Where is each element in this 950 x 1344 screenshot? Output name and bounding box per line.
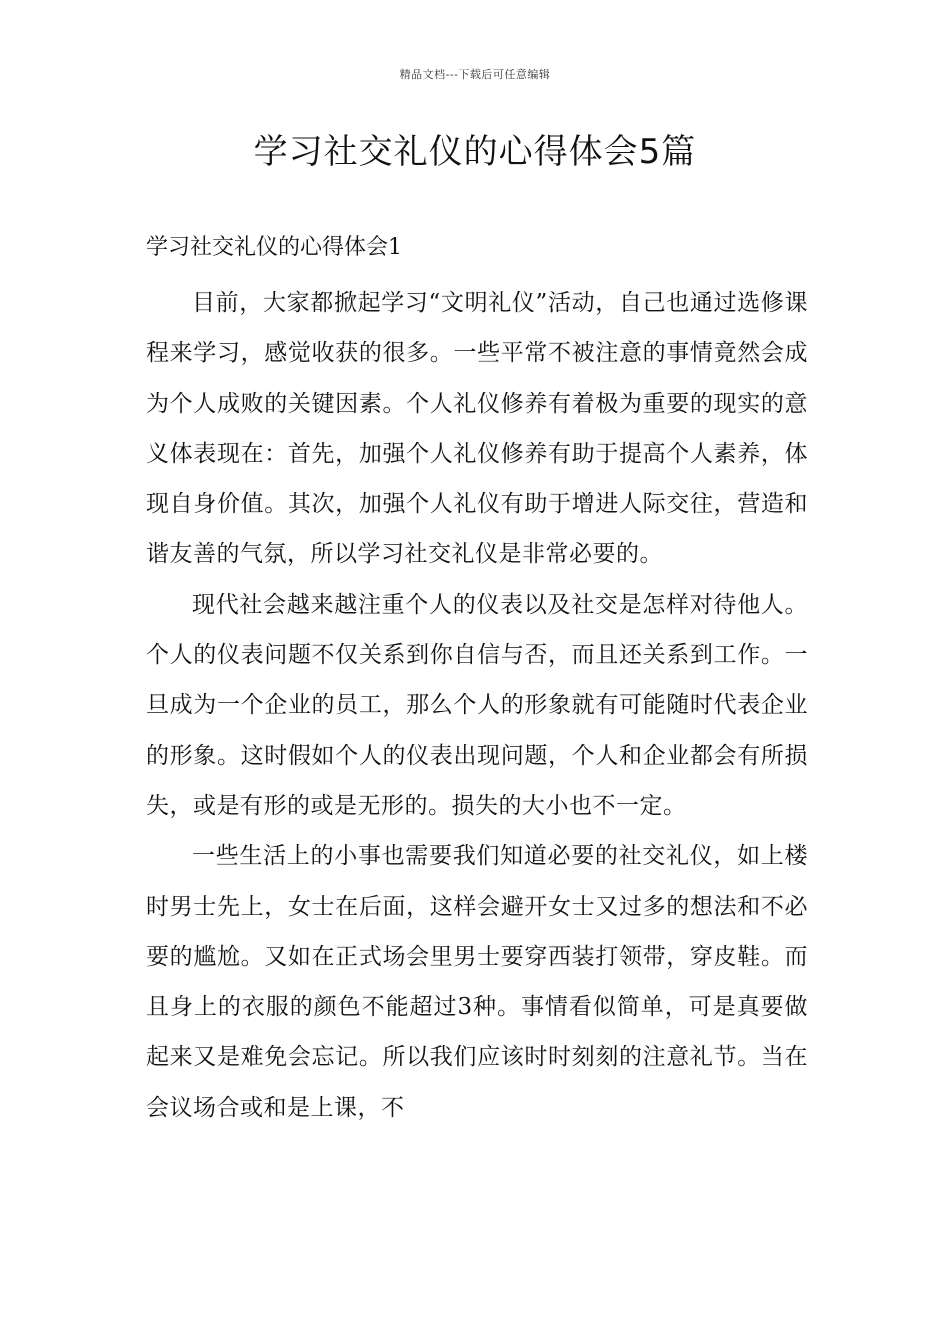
- paragraph-1: 目前，大家都掀起学习“文明礼仪”活动，自己也通过选修课程来学习，感觉收获的很多。一些平常不被注意的事情竟然会成为个人成败的关键因素。个人礼仪修养有着极为重要的现实的意义体表现在：首先，加强个人礼仪修养有助于提高个人素养，体现自身价值。其次，加强个人礼仪有助于增进人际交往，营造和谐友善的气氛，所以学习社交礼仪是非常必要的。: [146, 290, 808, 568]
- document-title: 学习社交礼仪的心得体会5篇: [253, 132, 697, 172]
- section-heading: 学习社交礼仪的心得体会1: [146, 235, 402, 260]
- header-note: 精品文档---下载后可任意编辑: [399, 68, 551, 81]
- paragraph-3: 一些生活上的小事也需要我们知道必要的社交礼仪，如上楼时男士先上，女士在后面，这样会避开女士又过多的想法和不必要的尴尬。又如在正式场会里男士要穿西装打领带，穿皮鞋。而且身上的衣服的颜色不能超过3种。事情看似简单，可是真要做起来又是难免会忘记。所以我们应该时时刻刻的注意礼节。当在会议场合或和是上课，不: [146, 843, 808, 1121]
- paragraph-2: 现代社会越来越注重个人的仪表以及社交是怎样对待他人。个人的仪表问题不仅关系到你自信与否，而且还关系到工作。一旦成为一个企业的员工，那么个人的形象就有可能随时代表企业的形象。这时假如个人的仪表出现问题，个人和企业都会有所损失，或是有形的或是无形的。损失的大小也不一定。: [146, 591, 808, 819]
- document-body: [146, 278, 808, 1133]
